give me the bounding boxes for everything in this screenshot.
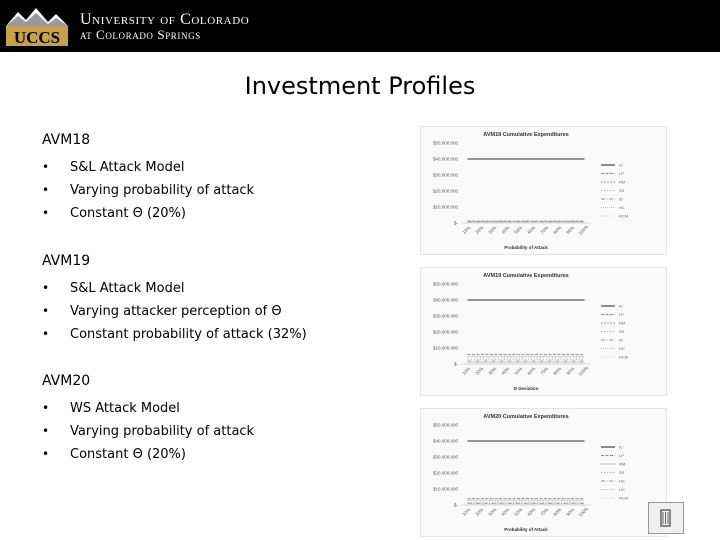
y-tick-label: $20,000,000 [432, 329, 458, 335]
chart-svg [421, 409, 666, 536]
university-line-1: University of Colorado [80, 11, 250, 28]
university-line-2: at Colorado Springs [80, 27, 201, 42]
x-tick-label: 90% [565, 506, 576, 517]
x-axis-label: Probability of Attack [504, 245, 548, 250]
section-title: AVM18 [42, 132, 91, 148]
x-tick-label: 30% [487, 224, 498, 235]
chart-svg [421, 127, 666, 254]
y-tick-label: $10,000,000 [432, 345, 458, 351]
y-tick-label: $30,000,000 [432, 313, 458, 319]
bullet-item: • Varying probability of attack [42, 420, 412, 443]
x-axis-label: Probability of Attack [504, 527, 548, 532]
bullet-list [42, 397, 412, 466]
x-tick-label: 30% [487, 506, 498, 517]
chart-svg [421, 268, 666, 395]
y-tick-label: $- [453, 361, 458, 367]
x-tick-label: 10% [461, 506, 472, 517]
x-tick-label: 60% [526, 365, 537, 376]
x-tick-label: 100% [577, 365, 590, 377]
legend-label: HC [619, 487, 625, 492]
bullet-item: • Varying probability of attack [42, 179, 412, 202]
logo-text: UCCS [13, 28, 61, 47]
legend-label: SS [619, 329, 625, 334]
y-tick-label: $- [453, 502, 458, 508]
chart-title: AVM19 Cumulative Expenditures [483, 273, 569, 279]
chart-title: AVM18 Cumulative Expenditures [483, 132, 569, 138]
legend-label: HC [619, 205, 625, 210]
y-tick-label: $40,000,000 [432, 297, 458, 303]
y-tick-label: $50,000,000 [432, 281, 458, 287]
y-tick-label: $10,000,000 [432, 204, 458, 210]
legend-label: RCM [619, 213, 629, 219]
bullet-item: • Constant probability of attack (32%) [42, 323, 412, 346]
section-title: AVM20 [42, 373, 91, 389]
bullet-item: • Constant Θ (20%) [42, 443, 412, 466]
y-tick-label: $- [453, 220, 458, 226]
legend-label: SS [619, 470, 625, 475]
x-tick-label: 80% [552, 506, 563, 517]
x-tick-label: 80% [552, 365, 563, 376]
legend-label: IC [619, 162, 623, 168]
y-tick-label: $10,000,000 [432, 486, 458, 492]
y-tick-label: $30,000,000 [432, 172, 458, 178]
legend-label: LP [619, 171, 624, 176]
legend-label: IC [619, 303, 623, 309]
bullet-item: • S&L Attack Model [42, 156, 412, 179]
university-name [80, 12, 249, 42]
legend-label: RM [619, 179, 626, 185]
legend-label: RM [619, 461, 626, 467]
bullet-list [42, 277, 412, 346]
legend-label: LP [619, 312, 624, 317]
x-tick-label: 60% [526, 506, 537, 517]
header-bar [0, 0, 720, 52]
chart-title: AVM20 Cumulative Expenditures [483, 414, 569, 420]
x-tick-label: 90% [565, 224, 576, 235]
x-tick-label: 20% [474, 365, 485, 376]
x-tick-label: 20% [474, 506, 485, 517]
page-title: Investment Profiles [244, 72, 476, 100]
x-tick-label: 100% [577, 506, 590, 518]
x-axis-label: Θ Deviation [513, 386, 539, 391]
x-tick-label: 50% [513, 365, 524, 376]
chart-avm18 [420, 126, 667, 255]
section-avm19 [42, 253, 412, 346]
chart-avm19 [420, 267, 667, 396]
x-tick-label: 40% [500, 506, 511, 517]
y-tick-label: $20,000,000 [432, 470, 458, 476]
legend-label: RCM [619, 495, 629, 501]
x-tick-label: 60% [526, 224, 537, 235]
x-tick-label: 80% [552, 224, 563, 235]
x-tick-label: 70% [539, 224, 550, 235]
uccs-logo [4, 4, 70, 48]
y-tick-label: $50,000,000 [432, 140, 458, 146]
x-tick-label: 10% [461, 365, 472, 376]
x-tick-label: 50% [513, 506, 524, 517]
y-tick-label: $40,000,000 [432, 156, 458, 162]
bullet-item: • S&L Attack Model [42, 277, 412, 300]
y-tick-label: $50,000,000 [432, 422, 458, 428]
legend-label: HC [619, 478, 625, 484]
bullet-list [42, 156, 412, 225]
legend-label: LP [619, 453, 624, 458]
y-tick-label: $40,000,000 [432, 438, 458, 444]
legend-label: ID [619, 337, 623, 343]
legend-label: HC [619, 346, 625, 351]
bullet-item: • Constant Θ (20%) [42, 202, 412, 225]
section-avm18 [42, 132, 412, 225]
x-tick-label: 20% [474, 224, 485, 235]
legend-label: ID [619, 196, 623, 202]
chart-avm20 [420, 408, 667, 537]
legend-label: RM [619, 320, 626, 326]
y-tick-label: $20,000,000 [432, 188, 458, 194]
y-tick-label: $30,000,000 [432, 454, 458, 460]
legend-label: RCM [619, 354, 629, 360]
bullet-item: • Varying attacker perception of Θ [42, 300, 412, 323]
legend-label: IC [619, 444, 623, 450]
x-tick-label: 30% [487, 365, 498, 376]
x-tick-label: 70% [539, 506, 550, 517]
x-tick-label: 40% [500, 365, 511, 376]
x-tick-label: 70% [539, 365, 550, 376]
bullet-item: • WS Attack Model [42, 397, 412, 420]
x-tick-label: 90% [565, 365, 576, 376]
section-avm20 [42, 373, 412, 466]
x-tick-label: 50% [513, 224, 524, 235]
x-tick-label: 100% [577, 224, 590, 236]
section-title: AVM19 [42, 253, 91, 269]
legend-label: SS [619, 188, 625, 193]
mountain-logo-icon [4, 4, 70, 48]
x-tick-label: 40% [500, 224, 511, 235]
x-tick-label: 10% [461, 224, 472, 235]
pen-icon[interactable] [648, 502, 684, 534]
